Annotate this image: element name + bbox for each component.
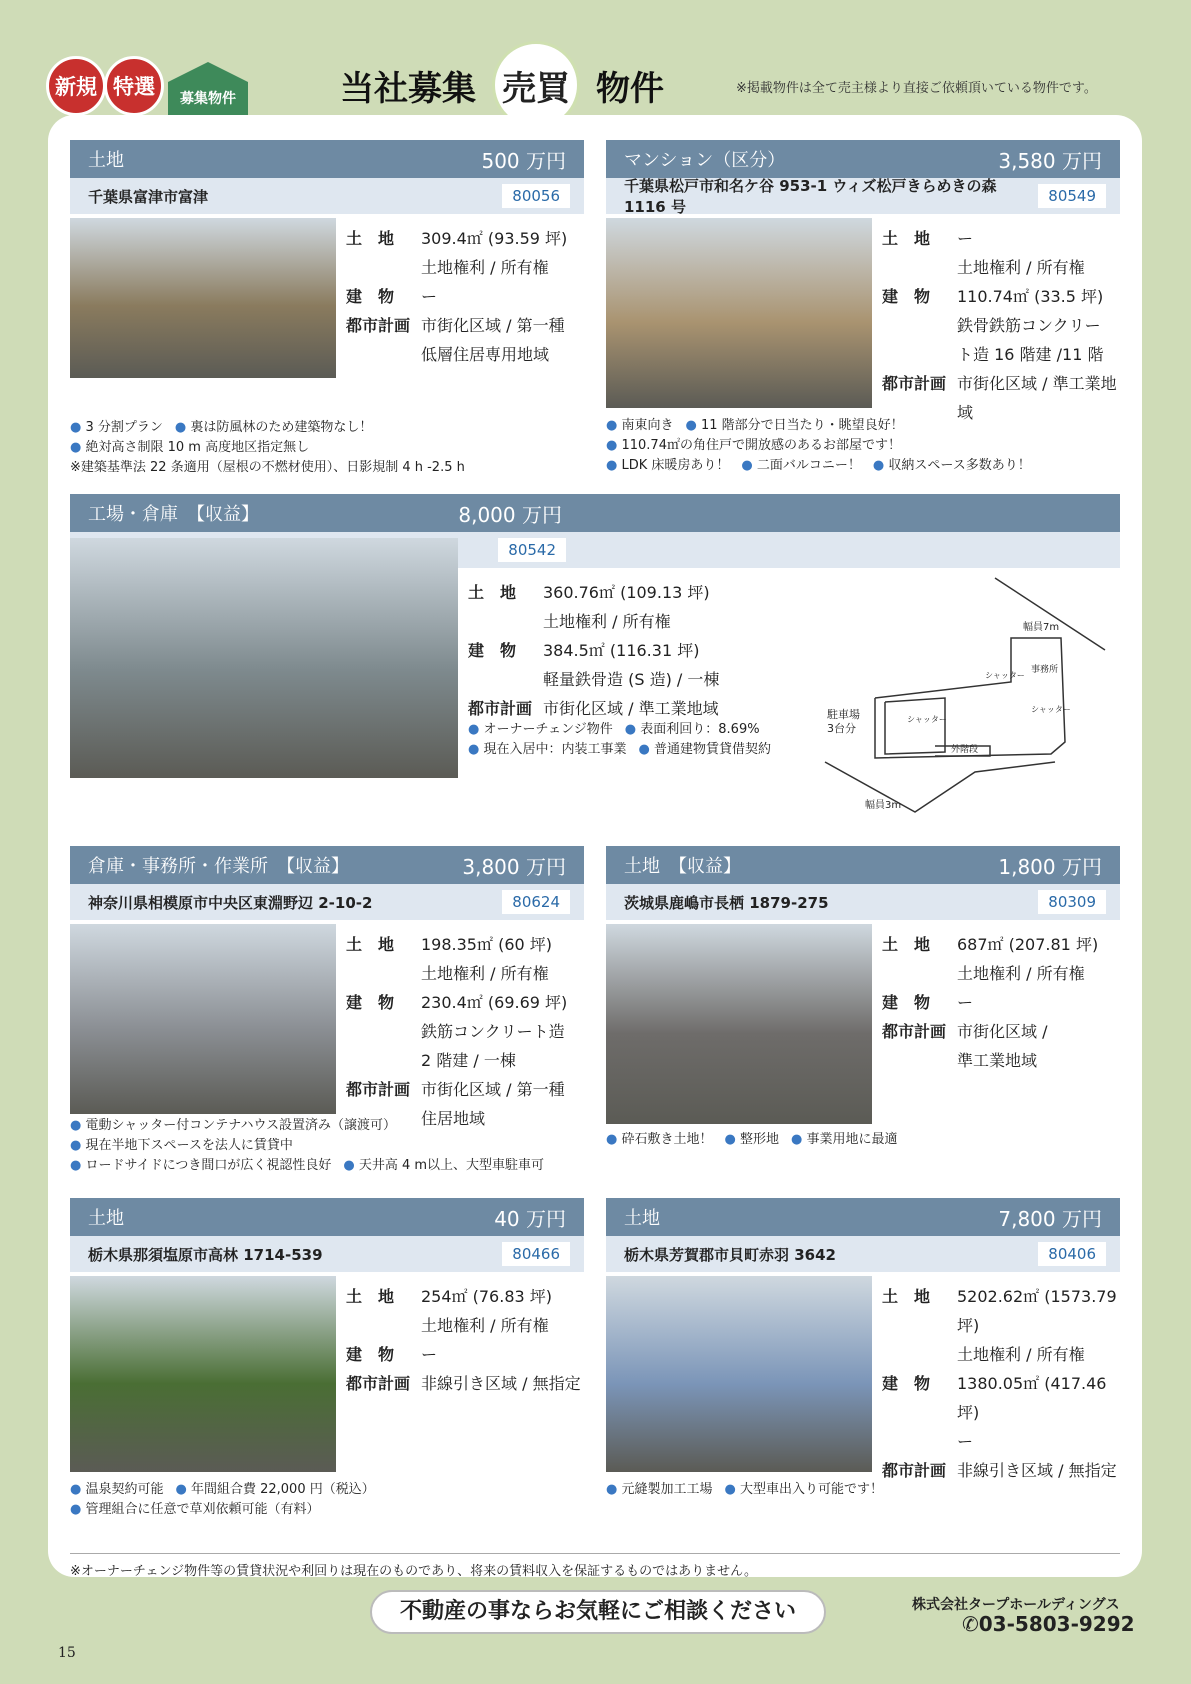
phone-number	[962, 1612, 1135, 1636]
spec-row	[882, 340, 1120, 369]
listing-address: 千葉県富津市富津	[88, 187, 209, 206]
shutter-label-2: シャッター	[1031, 705, 1071, 714]
bullet-icon: ●	[468, 722, 484, 737]
spec-value: 5202.62㎡ (1573.79 坪)	[957, 1287, 1117, 1335]
spec-row	[882, 1340, 1120, 1369]
listing-address-row	[70, 884, 584, 920]
feature-list	[606, 1480, 895, 1500]
spec-value: ト造 16 階建 /11 階	[957, 345, 1104, 364]
spec-value: ー	[421, 1345, 438, 1364]
spec-row	[346, 1046, 584, 1075]
phone-icon: ✆	[962, 1612, 979, 1636]
listing-type-bar	[70, 140, 584, 178]
spec-row	[346, 224, 584, 253]
spec-key	[468, 665, 543, 694]
spec-value: 住居地域	[421, 1109, 486, 1128]
company-name: 株式会社タープホールディングス	[912, 1597, 1120, 1613]
badge-recruit-label: 募集物件	[168, 82, 248, 116]
spec-row	[882, 1046, 1120, 1075]
site-map	[815, 572, 1115, 828]
title-circle: 売買	[492, 41, 580, 129]
spec-value: 土地権利 / 所有権	[421, 964, 549, 983]
spec-key	[882, 1427, 957, 1456]
feature-item: ● 大型車出入り可能です！	[724, 1482, 883, 1497]
spec-key	[346, 340, 421, 369]
spec-value: 軽量鉄骨造 (S 造) / 一棟	[543, 670, 720, 689]
spec-row	[346, 253, 584, 282]
bullet-icon: ●	[175, 1482, 191, 1497]
spec-key: 都市計画	[346, 1374, 411, 1393]
feature-line	[606, 416, 1043, 436]
spec-row	[346, 1075, 584, 1104]
slogan: 不動産の事ならお気軽にご相談ください	[370, 1590, 826, 1634]
property-photo	[70, 924, 336, 1114]
feature-line	[606, 1130, 910, 1150]
feature-list	[468, 720, 783, 760]
bullet-icon: ●	[791, 1132, 807, 1147]
spec-value: 土地権利 / 所有権	[957, 1345, 1085, 1364]
feature-line	[70, 1136, 556, 1156]
listing-address: 神奈川県相模原市中央区東淵野辺 2-10-2	[88, 893, 373, 912]
spec-key	[346, 253, 421, 282]
spec-row	[882, 1456, 1120, 1485]
feature-line	[606, 436, 1043, 456]
spec-row	[346, 930, 584, 959]
listing-card	[70, 494, 1120, 811]
listing-type-bar	[70, 1198, 584, 1236]
feature-list	[70, 418, 477, 478]
listing-type-bar	[606, 846, 1120, 884]
spec-row	[346, 959, 584, 988]
bullet-icon: ●	[606, 418, 622, 433]
listing-id[interactable]: 80406	[1038, 1242, 1106, 1266]
listing-card	[606, 846, 1120, 1147]
spec-row	[468, 694, 798, 723]
spec-row	[882, 282, 1120, 311]
spec-key: 都市計画	[882, 1022, 947, 1041]
property-photo	[70, 538, 458, 778]
phone-value: 03-5803-9292	[978, 1612, 1135, 1636]
feature-item: ● 整形地	[724, 1132, 779, 1147]
spec-row	[346, 1282, 584, 1311]
spec-row	[882, 988, 1120, 1017]
spec-key	[882, 311, 957, 340]
spec-row	[882, 253, 1120, 282]
listing-id[interactable]: 80624	[502, 890, 570, 914]
spec-value: 土地権利 / 所有権	[543, 612, 671, 631]
listing-address: 栃木県那須塩原市高林 1714-539	[88, 1245, 323, 1264]
stairs-label: 外階段	[951, 745, 979, 755]
office-label: 事務所	[1031, 665, 1059, 675]
spec-key: 土 地	[882, 935, 931, 954]
feature-line	[70, 458, 477, 478]
spec-value: 1380.05㎡ (417.46 坪)	[957, 1374, 1107, 1422]
listing-price: 1,800 万円	[998, 854, 1102, 879]
badge-new: 新規	[46, 56, 106, 116]
spec-list	[468, 578, 798, 723]
bullet-icon: ●	[70, 1482, 86, 1497]
spec-row	[882, 1282, 1120, 1340]
spec-key: 都市計画	[468, 699, 533, 718]
listing-price: 7,800 万円	[998, 1206, 1102, 1231]
spec-list	[882, 1282, 1120, 1485]
site-outline	[875, 638, 1065, 758]
feature-item: ※建築基準法 22 条適用（屋根の不燃材使用）、日影規制 4 h -2.5 h	[70, 460, 465, 475]
footer-note: ※オーナーチェンジ物件等の賃貸状況や利回りは現在のものであり、将来の賃料収入を保証するものではありません。	[70, 1553, 1120, 1579]
feature-item: ● 事業用地に最適	[791, 1132, 898, 1147]
feature-item: ● 現在半地下スペースを法人に賃貸中	[70, 1138, 293, 1153]
badge-special: 特選	[104, 56, 164, 116]
listing-address: 千葉県松戸市和名ケ谷 953-1 ウィズ松戸きらめきの森 1116 号	[624, 177, 997, 216]
feature-item: ● 年間組合費 22,000 円（税込）	[175, 1482, 375, 1497]
feature-item: ● 収納スペース多数あり！	[872, 458, 1031, 473]
spec-key: 土 地	[882, 1287, 931, 1306]
spec-row	[882, 930, 1120, 959]
bullet-icon: ●	[606, 1482, 622, 1497]
spec-row	[346, 1369, 584, 1398]
spec-value: 非線引き区域 / 無指定	[421, 1374, 581, 1393]
spec-value: 254㎡ (76.83 坪)	[421, 1287, 553, 1306]
feature-item: ● 電動シャッター付コンテナハウス設置済み（譲渡可）	[70, 1118, 397, 1133]
feature-line	[70, 1116, 556, 1136]
spec-key	[468, 607, 543, 636]
spec-row	[468, 607, 798, 636]
listing-price: 40 万円	[494, 1206, 566, 1231]
spec-value: ー	[421, 287, 438, 306]
spec-row	[882, 311, 1120, 340]
listing-type: 土地	[624, 1208, 660, 1229]
bullet-icon: ●	[606, 438, 622, 453]
title-right: 物件	[596, 68, 664, 109]
feature-item: ● 裏は防風林のため建築物なし！	[174, 420, 373, 435]
listing-card	[606, 1198, 1120, 1497]
spec-key: 土 地	[882, 229, 931, 248]
listing-type: 土地 【収益】	[624, 856, 741, 877]
bullet-icon: ●	[343, 1158, 359, 1173]
feature-item: ● 砕石敷き土地！	[606, 1132, 713, 1147]
bullet-icon: ●	[685, 418, 701, 433]
listing-type-bar	[606, 140, 1120, 178]
spec-key: 都市計画	[882, 1461, 947, 1480]
feature-item: ● 3 分割プラン	[70, 420, 163, 435]
spec-value: 非線引き区域 / 無指定	[957, 1461, 1117, 1480]
spec-key: 土 地	[346, 935, 395, 954]
spec-key: 建 物	[468, 641, 517, 660]
spec-row	[882, 959, 1120, 988]
spec-key: 都市計画	[882, 374, 947, 393]
spec-row	[346, 311, 584, 340]
spec-key	[346, 1311, 421, 1340]
feature-item: ● 管理組合に任意で草刈依頼可能（有料）	[70, 1502, 320, 1517]
listing-address-row	[70, 178, 584, 214]
spec-row	[346, 1017, 584, 1046]
feature-list	[70, 1116, 556, 1176]
listing-id[interactable]: 80466	[502, 1242, 570, 1266]
spec-list	[346, 224, 584, 369]
spec-value: ー	[957, 229, 974, 248]
listing-address: 茨城県鹿嶋市長栖 1879-275	[624, 893, 829, 912]
parking-capacity: 3台分	[827, 722, 856, 735]
feature-item: ● 表面利回り：8.69%	[624, 722, 760, 737]
bullet-icon: ●	[624, 722, 641, 737]
listing-id[interactable]: 80309	[1038, 890, 1106, 914]
feature-item: ● 普通建物賃貸借契約	[638, 742, 771, 757]
spec-value: 土地権利 / 所有権	[957, 964, 1085, 983]
spec-key	[882, 1340, 957, 1369]
spec-key	[346, 959, 421, 988]
spec-row	[468, 665, 798, 694]
spec-value: 687㎡ (207.81 坪)	[957, 935, 1099, 954]
spec-value: 市街化区域 /	[957, 1022, 1048, 1041]
feature-item: ● LDK 床暖房あり！	[606, 458, 730, 473]
spec-value: 土地権利 / 所有権	[421, 1316, 549, 1335]
property-photo	[70, 218, 336, 378]
property-photo	[606, 1276, 872, 1472]
listing-address: 栃木県芳賀郡市貝町赤羽 3642	[624, 1245, 836, 1264]
feature-line	[70, 1480, 387, 1500]
property-photo	[70, 1276, 336, 1472]
spec-row	[468, 578, 798, 607]
spec-key: 建 物	[346, 993, 395, 1012]
spec-row	[882, 224, 1120, 253]
feature-list	[606, 416, 1043, 476]
spec-key: 建 物	[882, 1374, 931, 1393]
feature-item: ● 天井高 4 m以上、大型車駐車可	[343, 1158, 545, 1173]
listing-address-row	[606, 178, 1120, 214]
spec-value: 鉄筋コンクリート造	[421, 1022, 565, 1041]
bullet-icon: ●	[606, 1132, 622, 1147]
listing-id[interactable]: 80542	[498, 538, 566, 562]
feature-line	[468, 720, 783, 740]
spec-value: 市街化区域 / 第一種	[421, 316, 565, 335]
listing-address-row	[606, 1236, 1120, 1272]
spec-row	[346, 1311, 584, 1340]
feature-item: ● 元縫製加工工場	[606, 1482, 713, 1497]
property-photo	[606, 924, 872, 1124]
spec-key	[346, 1017, 421, 1046]
listing-address-row	[606, 884, 1120, 920]
feature-line	[70, 1156, 556, 1176]
listing-card	[70, 846, 584, 1173]
spec-key	[346, 1046, 421, 1075]
listing-card	[70, 1198, 584, 1517]
spec-key: 建 物	[882, 993, 931, 1012]
feature-item: ● 現在入居中：内装工事業	[468, 742, 627, 757]
road-boundary-south	[825, 762, 1055, 812]
listing-type-bar	[606, 1198, 1120, 1236]
road-width-south: 幅員3m	[865, 800, 902, 811]
bullet-icon: ●	[70, 440, 86, 455]
spec-row	[346, 340, 584, 369]
spec-key: 都市計画	[346, 316, 411, 335]
bullet-icon: ●	[724, 1482, 740, 1497]
bullet-icon: ●	[70, 1502, 86, 1517]
feature-item: ● オーナーチェンジ物件	[468, 722, 613, 737]
spec-value: 230.4㎡ (69.69 坪)	[421, 993, 568, 1012]
spec-list	[346, 930, 584, 1133]
spec-key	[882, 340, 957, 369]
spec-row	[346, 1340, 584, 1369]
spec-value: 市街化区域 / 準工業地域	[543, 699, 719, 718]
spec-list	[882, 224, 1120, 427]
feature-item: ● ロードサイドにつき間口が広く視認性良好	[70, 1158, 332, 1173]
spec-value: 鉄骨鉄筋コンクリー	[957, 316, 1101, 335]
feature-item: ● 11 階部分で日当たり・眺望良好！	[685, 418, 904, 433]
spec-value: ー	[957, 1432, 974, 1451]
spec-key: 都市計画	[346, 1080, 411, 1099]
spec-value: 360.76㎡ (109.13 坪)	[543, 583, 710, 602]
listing-card	[606, 140, 1120, 473]
feature-item: ● 絶対高さ制限 10 m 高度地区指定無し	[70, 440, 310, 455]
spec-value: 準工業地域	[957, 1051, 1038, 1070]
spec-value: 土地権利 / 所有権	[957, 258, 1085, 277]
listing-price: 8,000 万円	[458, 502, 562, 527]
shutter-label-3: シャッター	[907, 715, 947, 724]
listing-price: 3,580 万円	[998, 148, 1102, 173]
bullet-icon: ●	[174, 420, 191, 435]
bullet-icon: ●	[606, 458, 622, 473]
bullet-icon: ●	[468, 742, 484, 757]
listing-card	[70, 140, 584, 475]
listing-id[interactable]: 80549	[1038, 184, 1106, 208]
feature-line	[70, 438, 477, 458]
listing-address-row	[70, 1236, 584, 1272]
feature-line	[70, 1500, 387, 1520]
feature-list	[606, 1130, 910, 1150]
title-left: 当社募集	[340, 68, 476, 109]
bullet-icon: ●	[70, 1158, 86, 1173]
page-number: 15	[58, 1645, 76, 1661]
spec-row	[346, 988, 584, 1017]
feature-line	[70, 418, 477, 438]
listing-type-bar	[70, 494, 1120, 532]
spec-value: 2 階建 / 一棟	[421, 1051, 516, 1070]
spec-list	[346, 1282, 584, 1398]
spec-row	[882, 1369, 1120, 1427]
spec-value: 198.35㎡ (60 坪)	[421, 935, 553, 954]
spec-value: 市街化区域 / 第一種	[421, 1080, 565, 1099]
spec-list	[882, 930, 1120, 1075]
feature-line	[606, 456, 1043, 476]
road-width-north: 幅員7m	[1023, 622, 1060, 633]
spec-value: 384.5㎡ (116.31 坪)	[543, 641, 700, 660]
listing-type: 工場・倉庫 【収益】	[88, 504, 259, 525]
bullet-icon: ●	[741, 458, 757, 473]
bullet-icon: ●	[70, 420, 86, 435]
spec-row	[468, 636, 798, 665]
spec-key: 土 地	[468, 583, 517, 602]
spec-key	[882, 1046, 957, 1075]
listing-type: 土地	[88, 1208, 124, 1229]
spec-key	[882, 253, 957, 282]
spec-value: 土地権利 / 所有権	[421, 258, 549, 277]
listing-id[interactable]: 80056	[502, 184, 570, 208]
spec-row	[882, 1427, 1120, 1456]
feature-line	[468, 740, 783, 760]
listing-price: 500 万円	[481, 148, 566, 173]
spec-row	[346, 282, 584, 311]
shutter-label-1: シャッター	[985, 671, 1025, 680]
spec-value: ー	[957, 993, 974, 1012]
parking-label: 駐車場	[827, 708, 860, 721]
spec-key: 土 地	[346, 229, 395, 248]
listing-type: 土地	[88, 150, 124, 171]
feature-item: ● 二面バルコニー！	[741, 458, 861, 473]
spec-key: 建 物	[882, 287, 931, 306]
feature-item: ● 110.74㎡の角住戸で開放感のあるお部屋です！	[606, 438, 901, 453]
listing-type: マンション（区分）	[624, 150, 786, 171]
bullet-icon: ●	[724, 1132, 740, 1147]
feature-line	[606, 1480, 895, 1500]
spec-value: 110.74㎡ (33.5 坪)	[957, 287, 1104, 306]
bullet-icon: ●	[872, 458, 889, 473]
feature-item: ● 温泉契約可能	[70, 1482, 164, 1497]
spec-row	[882, 1017, 1120, 1046]
spec-value: 309.4㎡ (93.59 坪)	[421, 229, 568, 248]
spec-value: 市街化区域 / 準工業地域	[957, 374, 1117, 422]
bullet-icon: ●	[70, 1138, 86, 1153]
spec-key	[882, 959, 957, 988]
spec-key: 建 物	[346, 1345, 395, 1364]
spec-key: 建 物	[346, 287, 395, 306]
bullet-icon: ●	[638, 742, 654, 757]
listing-price: 3,800 万円	[462, 854, 566, 879]
listing-type: 倉庫・事務所・作業所 【収益】	[88, 856, 349, 877]
feature-item: ● 南東向き	[606, 418, 674, 433]
bullet-icon: ●	[70, 1118, 86, 1133]
header-note: ※掲載物件は全て売主様より直接ご依頼頂いている物件です。	[736, 81, 1097, 96]
spec-key: 土 地	[346, 1287, 395, 1306]
spec-value: 低層住居専用地域	[421, 345, 550, 364]
property-photo	[606, 218, 872, 408]
feature-list	[70, 1480, 387, 1520]
recruit-house-badge	[168, 62, 248, 116]
listing-type-bar	[70, 846, 584, 884]
